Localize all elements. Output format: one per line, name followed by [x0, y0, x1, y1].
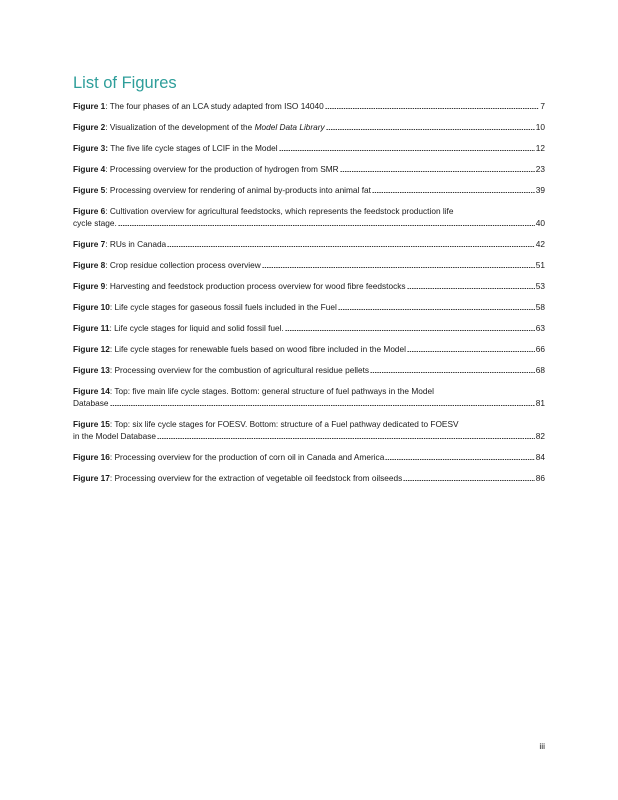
- figure-caption: [73, 100, 324, 112]
- figure-caption: [73, 238, 166, 250]
- figure-label: Figure 4: [73, 164, 106, 174]
- figure-caption-line: [73, 430, 545, 442]
- figure-caption-text: Life cycle stages for renewable fuels based on wood fibre included in the Model: [114, 344, 407, 354]
- figure-caption-text: Life cycle stages for liquid and solid fossil fuel.: [114, 323, 284, 333]
- figure-caption-text: The five life cycle stages of LCIF in the Model: [110, 143, 278, 153]
- dot-leader: [262, 259, 535, 269]
- figure-label-separator: :: [109, 344, 115, 354]
- dot-leader: [403, 472, 534, 482]
- figure-entry[interactable]: [73, 472, 545, 484]
- figure-label-separator: :: [109, 302, 115, 312]
- figure-label: Figure 9: [73, 281, 106, 291]
- figure-page-number: 51: [535, 260, 545, 270]
- figure-label-separator: :: [109, 365, 115, 375]
- figure-entry[interactable]: [73, 205, 545, 229]
- figure-page-number: 7: [540, 101, 545, 111]
- figure-caption-text: Cultivation overview for agricultural feedstocks, which represents the feedstock production life: [109, 206, 454, 216]
- figure-caption-text: Model Data Library: [254, 122, 325, 132]
- figure-label-separator: :: [105, 185, 110, 195]
- figure-page-number: 86: [535, 473, 545, 483]
- figure-caption-text: The four phases of an LCA study adapted from ISO 14040: [109, 101, 324, 111]
- figure-caption-text: in the Model Database: [73, 431, 157, 441]
- figure-page-number: 63: [535, 323, 545, 333]
- figure-caption-text: Processing overview for the production of hydrogen from SMR: [109, 164, 339, 174]
- figure-label: Figure 6: [73, 206, 106, 216]
- page-number: iii: [539, 741, 545, 751]
- figure-page-number: 66: [535, 344, 545, 354]
- figure-caption: [73, 397, 109, 409]
- figure-caption-text: RUs in Canada: [109, 239, 167, 249]
- figure-label: Figure 2: [73, 122, 106, 132]
- figure-caption-line: [73, 385, 545, 397]
- figure-label-separator: :: [105, 239, 110, 249]
- dot-leader: [407, 280, 535, 290]
- list-of-figures-heading: List of Figures: [73, 74, 177, 92]
- figure-label-separator: :: [109, 473, 115, 483]
- figure-entry[interactable]: [73, 184, 545, 196]
- figure-page-number: 40: [535, 218, 545, 228]
- figure-caption: [73, 217, 117, 229]
- figure-entry[interactable]: [73, 301, 545, 313]
- figure-caption-line: [73, 397, 545, 409]
- figure-caption: [73, 343, 406, 355]
- figure-entry[interactable]: [73, 451, 545, 463]
- figure-entry[interactable]: [73, 385, 545, 409]
- figure-label-separator: :: [105, 260, 110, 270]
- figure-caption: [73, 301, 337, 313]
- figure-caption-text: Visualization of the development of the: [109, 122, 255, 132]
- figure-caption: [73, 280, 406, 292]
- figure-caption-line: [73, 301, 545, 313]
- figure-label-separator: :: [105, 101, 110, 111]
- dot-leader: [338, 301, 535, 311]
- figure-label-separator: :: [109, 323, 115, 333]
- dot-leader: [372, 184, 535, 194]
- figure-label: Figure 17: [73, 473, 110, 483]
- figure-caption-line: [73, 163, 545, 175]
- figure-caption-text: Top: six life cycle stages for FOESV. Bottom: structure of a Fuel pathway dedicated to FOESV: [114, 419, 459, 429]
- dot-leader: [167, 238, 535, 248]
- figure-caption-line: [73, 100, 545, 112]
- figure-label: Figure 13: [73, 365, 110, 375]
- figure-caption-line: [73, 259, 545, 271]
- figure-page-number: 84: [535, 452, 545, 462]
- figure-caption-text: Processing overview for the production of corn oil in Canada and America: [114, 452, 385, 462]
- figure-label: Figure 3:: [73, 143, 109, 153]
- figure-caption: [73, 163, 339, 175]
- figure-label: Figure 16: [73, 452, 110, 462]
- figure-page-number: 10: [535, 122, 545, 132]
- figure-caption: [73, 259, 261, 271]
- dot-leader: [340, 163, 535, 173]
- figure-label: Figure 14: [73, 386, 110, 396]
- figure-entry[interactable]: [73, 322, 545, 334]
- figure-label: Figure 7: [73, 239, 106, 249]
- dot-leader: [279, 142, 535, 152]
- dot-leader: [370, 364, 535, 374]
- figure-caption-line: [73, 142, 545, 154]
- figure-entry[interactable]: [73, 364, 545, 376]
- figure-caption: [73, 472, 402, 484]
- figure-label-separator: :: [105, 281, 110, 291]
- figure-caption-line: [73, 184, 545, 196]
- figure-caption-text: Processing overview for the combustion of agricultural residue pellets: [114, 365, 370, 375]
- figure-page-number: 39: [535, 185, 545, 195]
- figure-entry[interactable]: [73, 259, 545, 271]
- figure-caption: [73, 142, 278, 154]
- figure-caption-line: [73, 280, 545, 292]
- figure-label: Figure 10: [73, 302, 110, 312]
- figure-entry[interactable]: [73, 142, 545, 154]
- figure-caption-text: Processing overview for rendering of animal by-products into animal fat: [109, 185, 371, 195]
- dot-leader: [385, 451, 534, 461]
- dot-leader: [285, 322, 535, 332]
- figure-page-number: 81: [535, 398, 545, 408]
- dot-leader: [118, 217, 535, 227]
- figure-label-separator: :: [109, 452, 115, 462]
- figure-caption-line: [73, 121, 545, 133]
- figure-caption-line: [73, 364, 545, 376]
- figure-entry[interactable]: [73, 238, 545, 250]
- figure-label: Figure 11: [73, 323, 110, 333]
- dot-leader: [325, 100, 540, 110]
- figure-page-number: 42: [535, 239, 545, 249]
- figure-caption: [73, 364, 369, 376]
- figure-caption-text: Processing overview for the extraction of vegetable oil feedstock from oilseeds: [114, 473, 403, 483]
- figure-caption-line: [73, 322, 545, 334]
- figure-label-separator: :: [105, 164, 110, 174]
- figure-caption-line: [73, 472, 545, 484]
- figure-entry[interactable]: [73, 163, 545, 175]
- figure-entry[interactable]: [73, 121, 545, 133]
- dot-leader: [407, 343, 535, 353]
- figure-label: Figure 8: [73, 260, 106, 270]
- figure-entry[interactable]: [73, 280, 545, 292]
- figure-page-number: 23: [535, 164, 545, 174]
- figure-label: Figure 5: [73, 185, 106, 195]
- figure-caption-text: cycle stage.: [73, 218, 117, 228]
- figure-label-separator: :: [109, 419, 115, 429]
- figure-page-number: 53: [535, 281, 545, 291]
- figure-label-separator: :: [105, 122, 110, 132]
- figure-label: Figure 15: [73, 419, 110, 429]
- figure-caption: [73, 322, 284, 334]
- figure-caption-text: Life cycle stages for gaseous fossil fuels included in the Fuel: [114, 302, 337, 312]
- figure-page-number: 12: [535, 143, 545, 153]
- figure-caption: [73, 451, 384, 463]
- figure-caption-line: [73, 238, 545, 250]
- figure-entry[interactable]: [73, 343, 545, 355]
- figure-label-separator: :: [105, 206, 110, 216]
- figure-caption-line: [73, 205, 545, 217]
- figure-caption-line: [73, 418, 545, 430]
- figure-label-separator: :: [109, 386, 115, 396]
- figure-entry[interactable]: [73, 418, 545, 442]
- figure-caption-text: Top: five main life cycle stages. Bottom: general structure of fuel pathways in the Model: [114, 386, 434, 396]
- figure-caption: [73, 184, 371, 196]
- figure-caption-line: [73, 451, 545, 463]
- figure-page-number: 82: [535, 431, 545, 441]
- figure-caption-line: [73, 343, 545, 355]
- figure-caption: [73, 121, 325, 133]
- figure-caption-line: [73, 217, 545, 229]
- figure-caption-text: Database: [73, 398, 109, 408]
- document-page: [73, 0, 545, 800]
- figure-label: Figure 12: [73, 344, 110, 354]
- figure-caption-text: Crop residue collection process overview: [109, 260, 261, 270]
- figure-caption: [73, 430, 156, 442]
- dot-leader: [110, 397, 535, 407]
- figure-entry[interactable]: [73, 100, 545, 112]
- figure-label: Figure 1: [73, 101, 106, 111]
- dot-leader: [326, 121, 535, 131]
- figure-page-number: 58: [535, 302, 545, 312]
- dot-leader: [157, 430, 535, 440]
- figure-caption-text: Harvesting and feedstock production process overview for wood fibre feedstocks: [109, 281, 406, 291]
- figure-list: [73, 100, 545, 493]
- figure-page-number: 68: [535, 365, 545, 375]
